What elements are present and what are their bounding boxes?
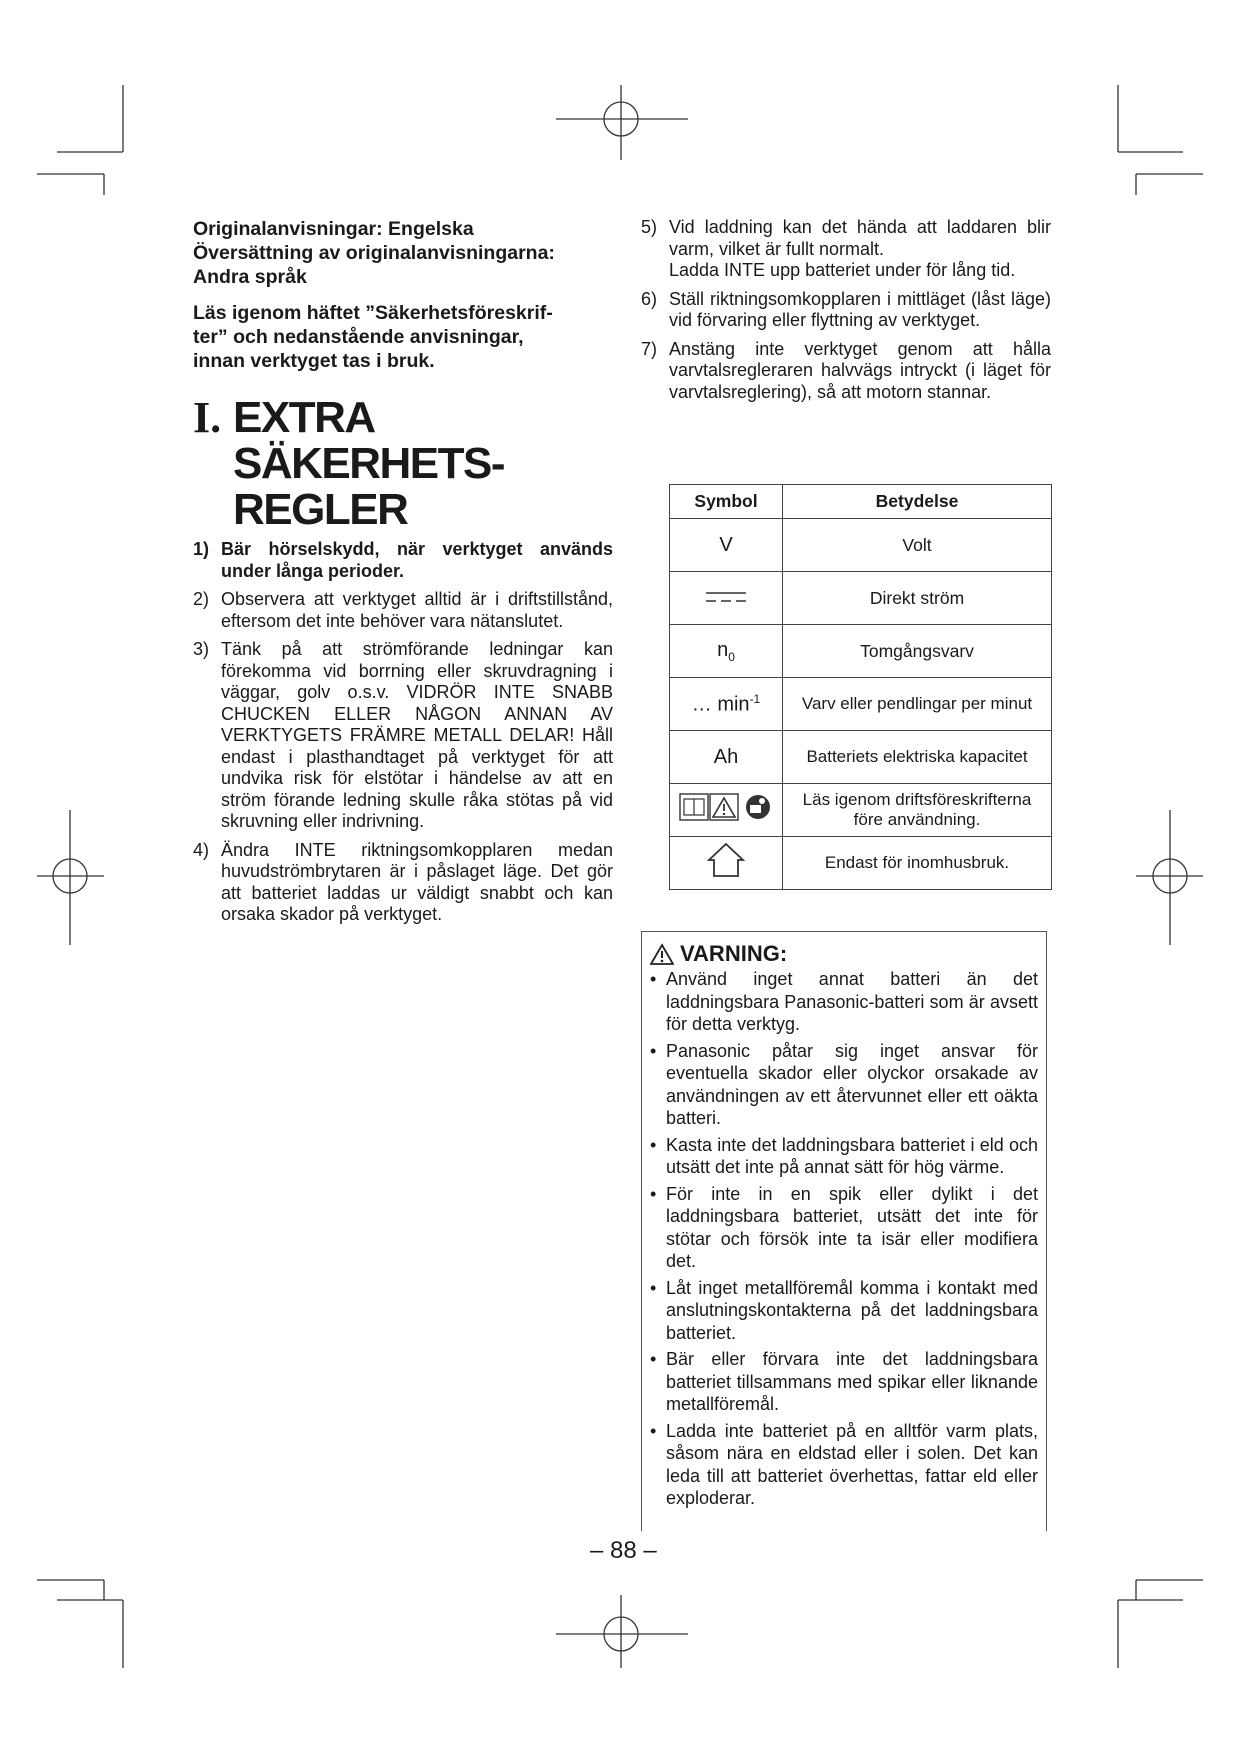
item-text: Anstäng inte verktyget genom att hålla varvtalsregleraren halvvägs intryckt (i läget för varvtalsreglering), så att motorn stannar. [669,338,1051,402]
no-load-speed-symbol [717,639,735,664]
intro-line: innan verktyget tas i bruk. [193,350,435,372]
intro-line: Originalanvisningar: Engelska [193,218,474,240]
symbol-cell [670,572,783,625]
meaning-cell: Läs igenom driftsföreskrifterna före användning. [783,784,1052,837]
list-item [650,1277,1038,1345]
symbol-base: … min [691,693,750,716]
intro-line: Andra språk [193,266,307,288]
list-item [193,539,613,582]
list-item [650,968,1038,1036]
symbol-cell [670,837,783,890]
symbol-cell [670,731,783,784]
ampere-hour-symbol: Ah [713,745,739,768]
book-icon [680,794,708,820]
item-text: Bär hörselskydd, när verktyget används under långa perioder. [221,539,613,581]
item-text: Tänk på att strömförande ledningar kan förekomma vid borrning eller skruvdragning i väggar, golv o.s.v. VIDRÖR INTE SNABB CHUCKEN ELLER NÅGON ANNAN AV VERKTYGETS FRÄMRE METALL DELAR! Håll endast i plasthandtaget på verktyget för att undvika risk för elstötar i händelse av att en ström förande ledning skulle råka stötas på vid skruvning eller indrivning. [221,639,613,831]
item-number: 7) [641,338,658,359]
warning-triangle-icon [710,794,738,820]
header-meaning: Betydelse [783,485,1052,519]
meaning-cell: Batteriets elektriska kapacitet [783,731,1052,784]
table-row [670,572,1052,625]
list-item [641,217,1051,282]
warning-text: Kasta inte det laddningsbara batteriet i eld och utsätt det inte på annat sätt för hög värme. [666,1134,1038,1177]
symbol-subscript: 0 [728,649,735,664]
bullet-icon: • [650,1349,657,1369]
section-heading [193,395,613,533]
per-minute-symbol [692,692,760,717]
warning-text: Använd inget annat batteri än det laddningsbara Panasonic-batteri som är avsett för detta verktyg. [666,969,1038,1034]
symbol-base: n [717,638,729,661]
meaning-cell: Endast för inomhusbruk. [783,837,1052,890]
table-header-row [670,485,1052,519]
item-number: 2) [193,589,210,609]
volt-symbol: V [719,533,733,556]
list-item [193,840,613,926]
indoor-house-icon [706,841,746,879]
bullet-icon: • [650,1420,657,1441]
list-item [650,1348,1038,1416]
item-number: 3) [193,639,210,659]
table-row [670,731,1052,784]
warning-text: Låt inget metallföremål komma i kontakt med anslutningskontakterna på det laddningsbara batteriet. [666,1277,1038,1343]
warning-list [650,968,1038,1510]
bullet-icon: • [650,1040,657,1061]
list-item [193,639,613,833]
intro-line: Läs igenom häftet ”Säkerhetsföreskrif- [193,302,553,324]
warning-title-text: VARNING: [680,941,788,966]
meaning-cell: Varv eller pendlingar per minut [783,678,1052,731]
item-text: Observera att verktyget alltid är i driftstillstånd, eftersom det inte behöver vara nätanslutet. [221,589,613,631]
warning-text: För inte in en spik eller dylikt i det laddningsbara batteriet, utsätt det inte för stötar och försök inte ta isär eller modifiera det. [666,1183,1038,1271]
read-manual-person-icon [746,795,770,819]
symbol-cell [670,678,783,731]
header-symbol: Symbol [670,485,783,519]
symbol-table [669,484,1052,890]
meaning-cell: Tomgångsvarv [783,625,1052,678]
meaning-cell: Direkt ström [783,572,1052,625]
meaning-cell: Volt [783,519,1052,572]
symbol-cell [670,625,783,678]
item-text-extra: Ladda INTE upp batteriet under för lång tid. [669,260,1016,280]
item-number: 6) [641,288,658,309]
list-item [650,1420,1038,1510]
list-item [650,1183,1038,1273]
symbol-cell [670,784,783,837]
item-text: Vid laddning kan det hända att laddaren blir varm, vilket är fullt normalt. [669,217,1051,259]
symbol-cell [670,519,783,572]
list-item [641,339,1051,404]
list-item [650,1040,1038,1130]
read-manual-icons [678,790,774,824]
item-number: 1) [193,539,210,559]
item-text: Ändra INTE riktningsomkopplaren medan huvudströmbrytaren är i påslaget läge. Det gör att batteriet laddas ur väldigt snabbt och kan orsaka skador på verktyget. [221,839,613,924]
bullet-icon: • [650,1134,657,1155]
section-title-line: REGLER [233,485,408,534]
list-item [193,589,613,632]
right-column [641,217,1051,410]
warning-triangle-icon [650,943,674,965]
section-roman-numeral: I. [193,393,222,442]
item-number: 4) [193,839,210,860]
table-row [670,625,1052,678]
table-row [670,784,1052,837]
warning-text: Ladda inte batteriet på en alltför varm plats, såsom nära en eldstad eller i solen. Det kan leda till att batteriet överhettas, fattar eld eller exploderar. [666,1420,1038,1508]
safety-rules-list-right [641,217,1051,403]
safety-rules-list-left [193,539,613,926]
section-title-line: EXTRA SÄKERHETS- [233,393,505,488]
warning-title [650,942,1038,966]
page-number: – 88 – [590,1537,657,1564]
table-row [670,519,1052,572]
intro-line: Översättning av originalanvisningarna: [193,242,555,264]
intro-line: ter” och nedanstående anvisningar, [193,326,524,348]
table-row [670,678,1052,731]
left-column [193,217,613,933]
item-text: Ställ riktningsomkopplaren i mittläget (låst läge) vid förvaring eller flyttning av verktyget. [669,288,1051,330]
direct-current-icon [704,590,748,604]
table-row [670,837,1052,890]
item-number: 5) [641,217,658,237]
warning-text: Panasonic påtar sig inget ansvar för eventuella skador eller olyckor orsakade av användningen av ett återvunnet eller ett oäkta batteri. [666,1040,1038,1128]
list-item [650,1134,1038,1179]
bullet-icon: • [650,1183,657,1204]
list-item [641,289,1051,332]
intro-read-instructions [193,301,613,373]
warning-box [641,931,1047,1531]
symbol-superscript: -1 [749,691,761,706]
warning-text: Bär eller förvara inte det laddningsbara batteriet tillsammans med spikar eller liknande metallföremål. [666,1349,1038,1414]
intro-original-language [193,217,613,289]
bullet-icon: • [650,1277,657,1298]
bullet-icon: • [650,969,657,989]
